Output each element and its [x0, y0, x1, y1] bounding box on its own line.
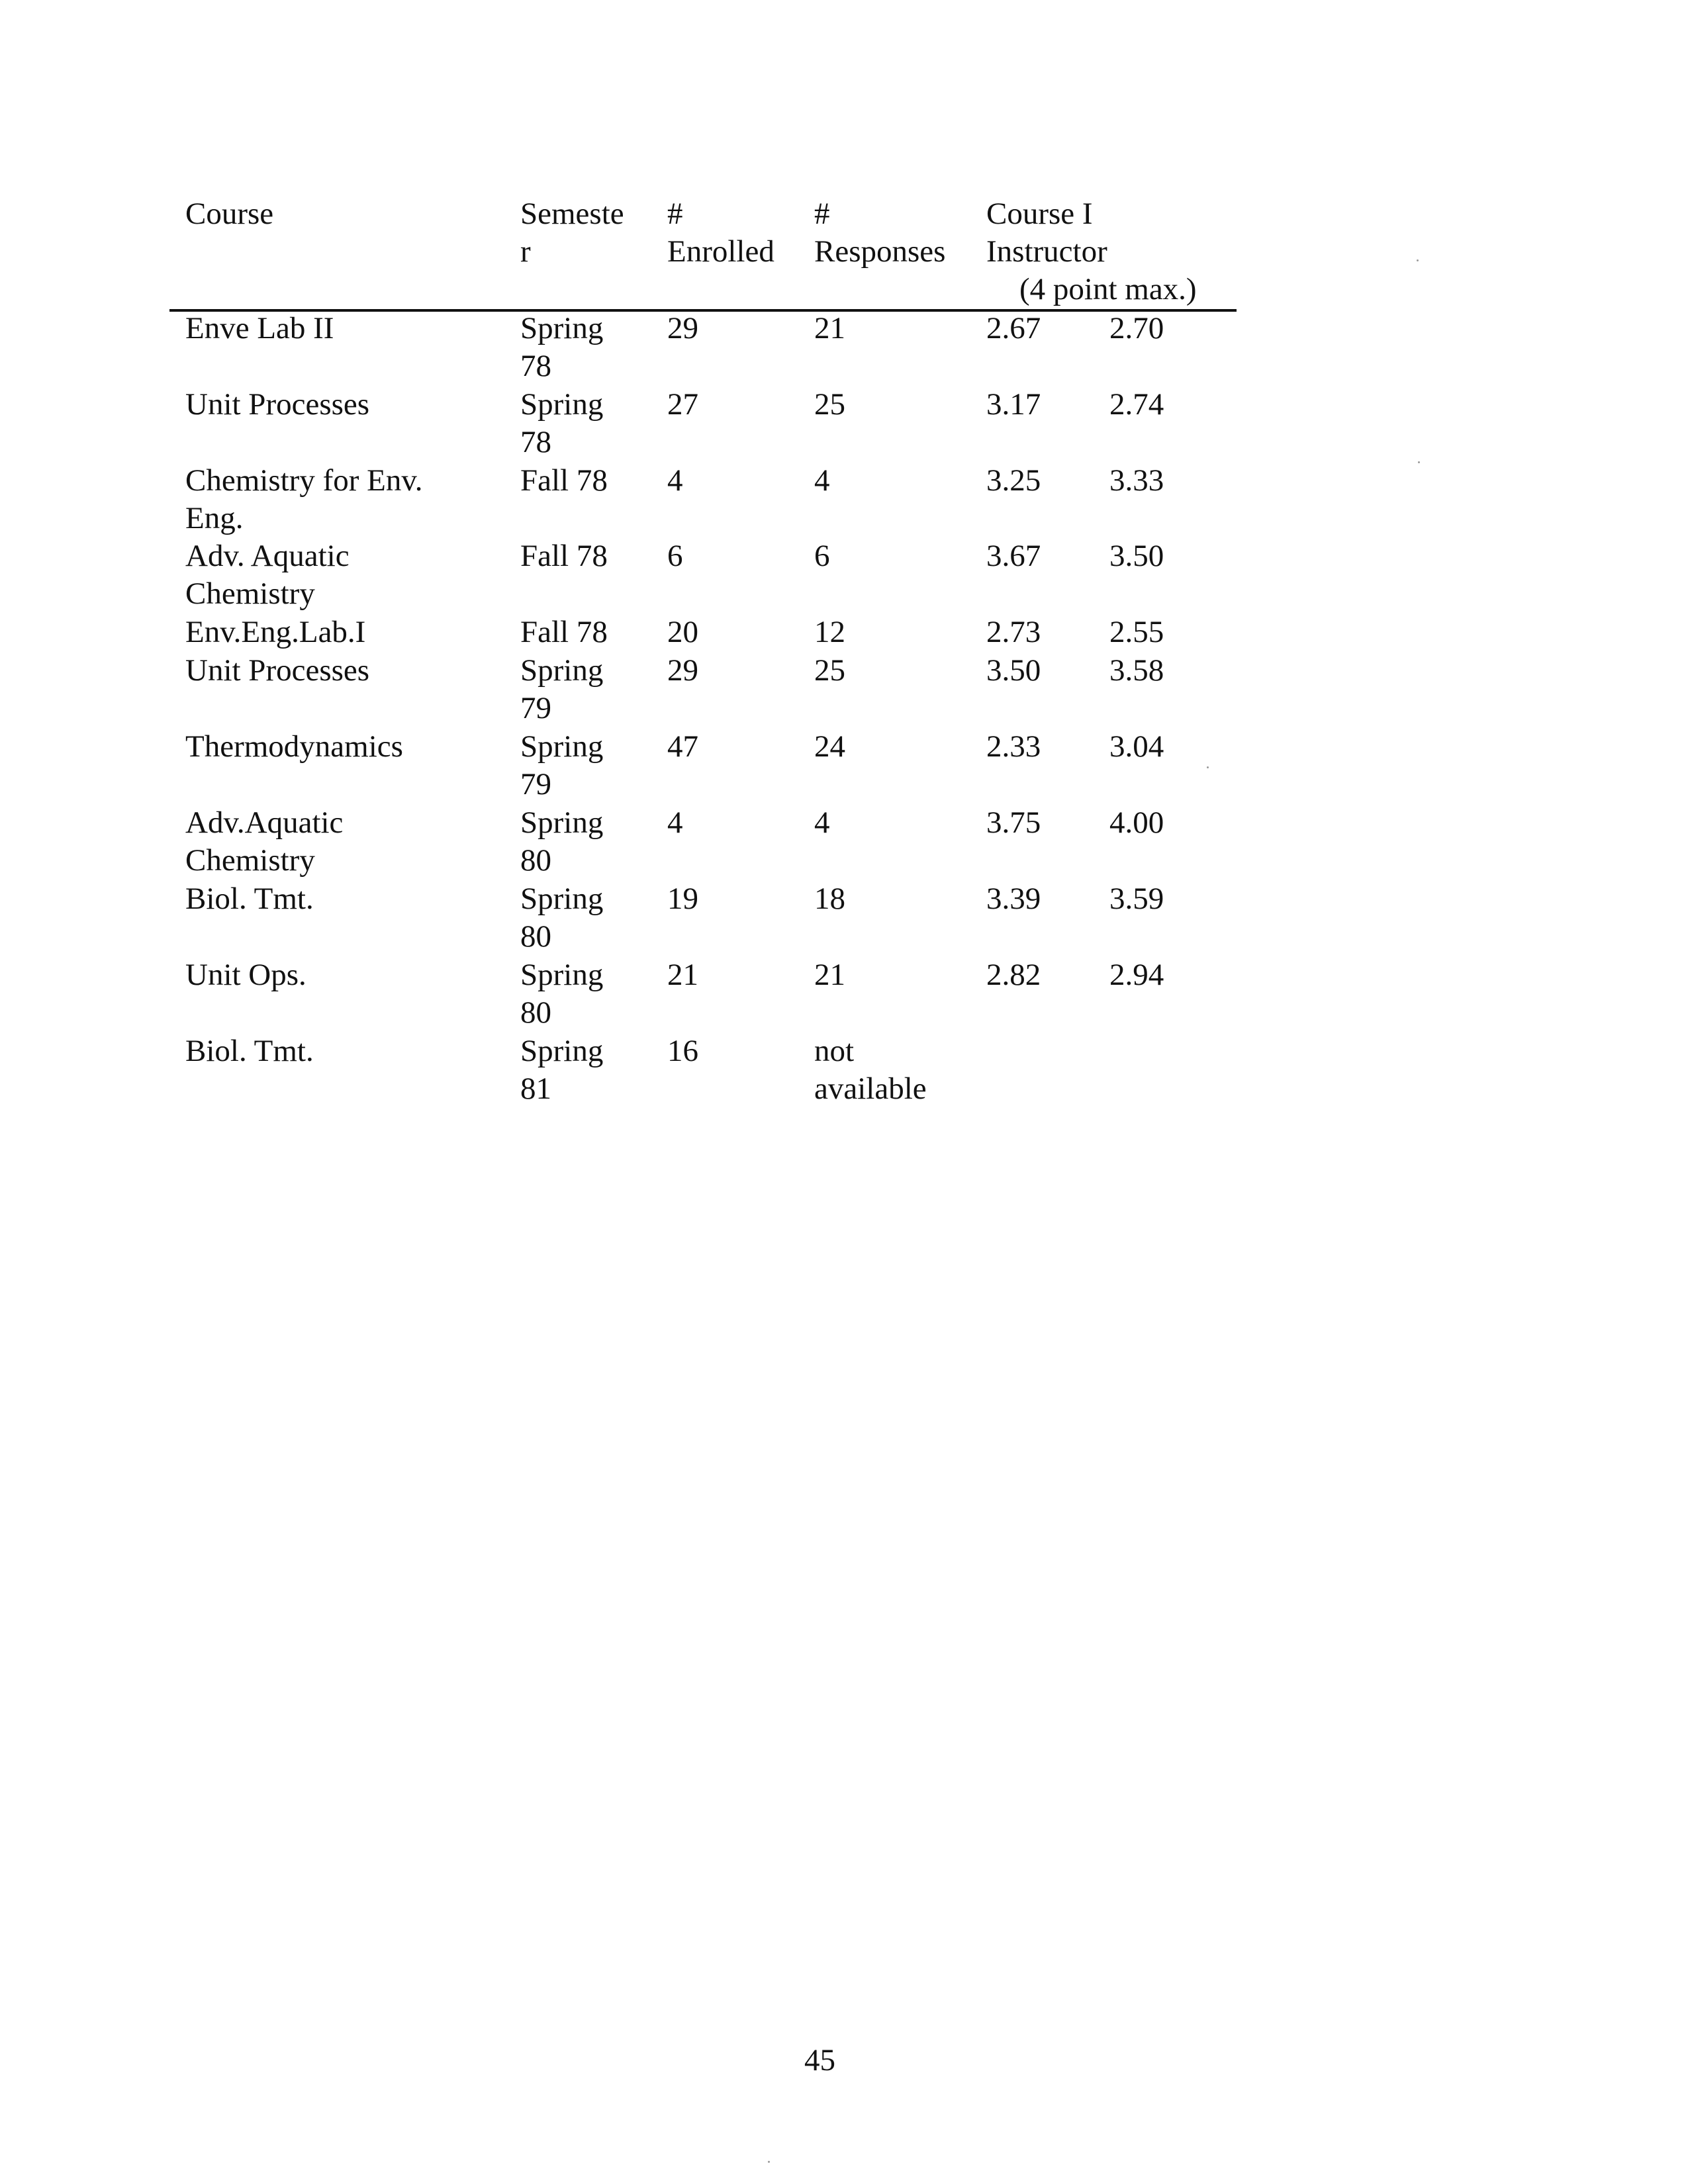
cell-semester-line: Spring [520, 1034, 604, 1068]
cell-course [185, 462, 423, 537]
cell-course [185, 614, 365, 651]
cell-enrolled: 4 [667, 463, 683, 498]
header-semester-line: r [520, 234, 531, 269]
cell-responses [814, 310, 845, 347]
header-responses-line: Responses [814, 234, 946, 269]
cell-course-rating: 3.67 [986, 539, 1041, 573]
cell-instructor-rating: 3.50 [1109, 539, 1164, 573]
cell-semester-line: Spring [520, 387, 604, 422]
cell-semester-line: Spring [520, 311, 604, 345]
cell-semester-line: Spring [520, 729, 604, 764]
cell-semester [520, 728, 603, 803]
cell-responses [814, 537, 830, 575]
header-enrolled-line: Enrolled [667, 234, 774, 269]
cell-semester [520, 1032, 603, 1108]
cell-course-line: Thermodynamics [185, 729, 403, 764]
cell-course-line: Adv. Aquatic [185, 539, 350, 573]
cell-enrolled: 27 [667, 387, 698, 422]
cell-responses [814, 1032, 927, 1108]
cell-responses [814, 728, 845, 766]
cell-semester [520, 537, 608, 575]
cell-course [185, 804, 343, 880]
cell-instructor-rating: 3.33 [1109, 463, 1164, 498]
cell-course-rating: 2.82 [986, 958, 1041, 992]
cell-course-rating: 3.17 [986, 387, 1041, 422]
cell-instructor-rating: 2.55 [1109, 615, 1164, 649]
cell-semester-line: 79 [520, 691, 551, 725]
cell-responses [814, 956, 845, 994]
cell-course-line: Adv.Aquatic [185, 805, 344, 840]
cell-course-rating: 3.75 [986, 805, 1041, 840]
header-enrolled [667, 195, 774, 271]
cell-course-line: Eng. [185, 501, 244, 535]
cell-semester-line: 80 [520, 919, 551, 954]
cell-course-rating: 3.50 [986, 653, 1041, 688]
cell-enrolled: 20 [667, 615, 698, 649]
cell-course-rating: 2.67 [986, 311, 1041, 345]
header-enrolled-line: # [667, 197, 683, 231]
cell-enrolled: 6 [667, 539, 683, 573]
cell-course-rating: 2.33 [986, 729, 1041, 764]
cell-responses-line: 12 [814, 615, 845, 649]
cell-semester-line: Spring [520, 653, 604, 688]
cell-semester [520, 880, 603, 956]
cell-course [185, 880, 314, 918]
cell-instructor-rating: 4.00 [1109, 805, 1164, 840]
cell-course-line: Env.Eng.Lab.I [185, 615, 366, 649]
cell-semester [520, 310, 603, 385]
cell-semester [520, 652, 603, 727]
header-rating-line: Course I [986, 197, 1093, 231]
cell-enrolled: 16 [667, 1034, 698, 1068]
cell-responses [814, 614, 845, 651]
cell-course-line: Chemistry for Env. [185, 463, 423, 498]
cell-semester-line: Spring [520, 958, 604, 992]
cell-instructor-rating: 3.04 [1109, 729, 1164, 764]
cell-responses [814, 880, 845, 918]
cell-responses [814, 804, 830, 842]
header-semester [520, 195, 624, 271]
cell-course [185, 537, 350, 613]
cell-course-rating: 2.73 [986, 615, 1041, 649]
cell-instructor-rating: 3.59 [1109, 882, 1164, 916]
cell-enrolled: 47 [667, 729, 698, 764]
cell-semester [520, 386, 603, 461]
cell-course [185, 1032, 314, 1070]
cell-course [185, 652, 369, 690]
cell-course-line: Unit Ops. [185, 958, 306, 992]
cell-semester-line: Fall 78 [520, 463, 608, 498]
cell-semester [520, 804, 603, 880]
cell-semester-line: Spring [520, 882, 604, 916]
cell-semester-line: 79 [520, 767, 551, 801]
header-responses [814, 195, 945, 271]
cell-responses-line: 25 [814, 387, 845, 422]
cell-responses-line: 6 [814, 539, 830, 573]
header-responses-line: # [814, 197, 830, 231]
cell-course-line: Unit Processes [185, 387, 370, 422]
cell-responses-line: 4 [814, 805, 830, 840]
cell-instructor-rating: 3.58 [1109, 653, 1164, 688]
cell-semester-line: 80 [520, 995, 551, 1030]
cell-responses-line: 21 [814, 958, 845, 992]
cell-course-rating: 3.39 [986, 882, 1041, 916]
cell-semester [520, 462, 608, 500]
scan-speck [1207, 766, 1209, 768]
cell-course-line: Biol. Tmt. [185, 1034, 314, 1068]
header-rating [986, 195, 1107, 271]
cell-semester-line: Fall 78 [520, 615, 608, 649]
header-semester-line: Semeste [520, 197, 624, 231]
cell-responses-line: 24 [814, 729, 845, 764]
cell-course-line: Enve Lab II [185, 311, 334, 345]
cell-semester-line: 80 [520, 843, 551, 878]
cell-course [185, 310, 334, 347]
cell-instructor-rating: 2.74 [1109, 387, 1164, 422]
cell-responses-line: 21 [814, 311, 845, 345]
cell-enrolled: 29 [667, 311, 698, 345]
cell-semester [520, 956, 603, 1032]
cell-responses-line: 18 [814, 882, 845, 916]
cell-responses [814, 652, 845, 690]
cell-course-line: Chemistry [185, 843, 315, 878]
cell-semester-line: Spring [520, 805, 604, 840]
cell-responses [814, 462, 830, 500]
cell-semester-line: Fall 78 [520, 539, 608, 573]
cell-course [185, 956, 306, 994]
cell-course [185, 728, 403, 766]
header-course [185, 195, 273, 233]
scan-speck [1418, 461, 1420, 463]
cell-enrolled: 21 [667, 958, 698, 992]
cell-responses [814, 386, 845, 424]
header-rating-note: (4 point max.) [1019, 272, 1197, 306]
scan-speck [768, 2161, 770, 2163]
cell-course-line: Chemistry [185, 576, 315, 611]
page-number: 45 [804, 2043, 835, 2077]
cell-enrolled: 19 [667, 882, 698, 916]
scan-speck [1417, 259, 1419, 261]
cell-semester-line: 78 [520, 425, 551, 459]
cell-responses-line: 25 [814, 653, 845, 688]
cell-semester-line: 78 [520, 349, 551, 383]
cell-responses-line: available [814, 1071, 927, 1106]
cell-course-line: Unit Processes [185, 653, 370, 688]
cell-semester-line: 81 [520, 1071, 551, 1106]
header-course-line: Course [185, 197, 274, 231]
header-rating-line: Instructor [986, 234, 1107, 269]
cell-enrolled: 4 [667, 805, 683, 840]
cell-instructor-rating: 2.70 [1109, 311, 1164, 345]
cell-enrolled: 29 [667, 653, 698, 688]
cell-responses-line: not [814, 1034, 855, 1068]
cell-semester [520, 614, 608, 651]
cell-instructor-rating: 2.94 [1109, 958, 1164, 992]
cell-responses-line: 4 [814, 463, 830, 498]
cell-course [185, 386, 369, 424]
cell-course-line: Biol. Tmt. [185, 882, 314, 916]
cell-course-rating: 3.25 [986, 463, 1041, 498]
